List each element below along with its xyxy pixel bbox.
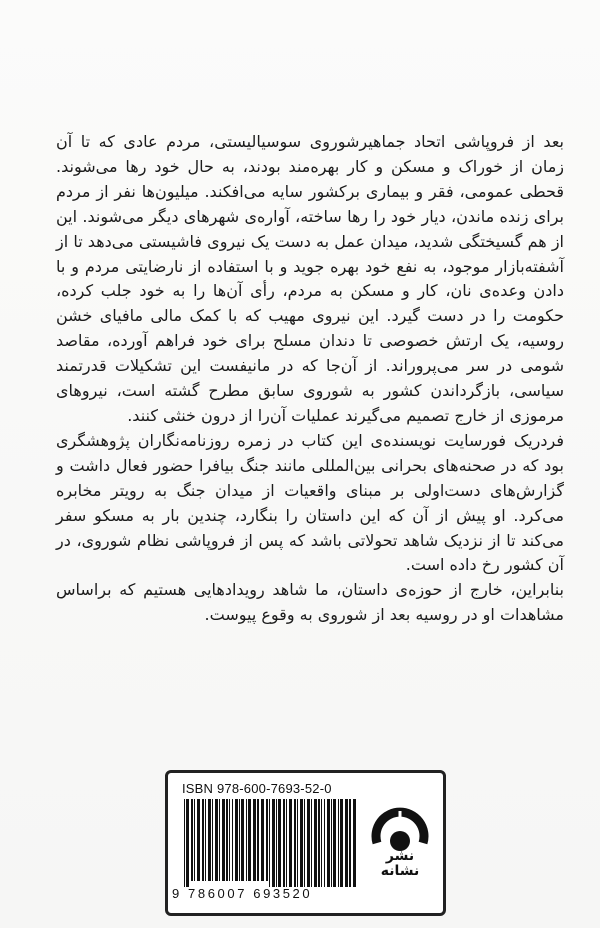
barcode-bar	[257, 799, 259, 881]
barcode-box	[165, 770, 446, 916]
blurb-paragraph-3: بنابراین، خارج از حوزه‌ی داستان، ما شاهد رویدادهایی هستیم که براساس مشاهدات او در روسیه بعد از شوروی به وقوع پیوست.	[56, 580, 564, 625]
barcode-bar	[239, 799, 240, 881]
blurb-paragraph-2: فردریک فورسایت نویسنده‌ی این کتاب در زمره روزنامه‌نگاران پژوهشگری بود که در صحنه‌های بحرانی بین‌المللی مانند جنگ بیافرا حضور فعال داشت و گزارش‌های دست‌اولی بر مبنای واقعیات از میدان جنگ به رویتر مخابره می‌کرد. او پیش از آن که این داستان را بنگارد، چندین بار به مسکو سفر می‌کند تا از نزدیک شاهد تحولاتی باشد که پس از فروپاشی نظام شوروی، در آن کشور رخ داده است.	[56, 430, 564, 575]
barcode-bar	[269, 799, 270, 887]
blurb-text	[56, 130, 564, 628]
barcode-bar	[327, 799, 330, 887]
barcode-bar	[226, 799, 228, 881]
barcode-bar	[232, 799, 233, 881]
barcode-bar	[278, 799, 281, 887]
barcode-bar	[321, 799, 322, 887]
barcode-bar	[300, 799, 303, 887]
barcode-bar	[241, 799, 244, 881]
publisher-name-line2: نشانه	[380, 863, 420, 879]
barcode-bar	[266, 799, 268, 881]
publisher-name-line1: نشر	[385, 848, 415, 864]
barcode-bar	[229, 799, 230, 881]
barcode-bar	[307, 799, 310, 887]
barcode-bar	[345, 799, 348, 887]
barcode-bar	[294, 799, 296, 887]
barcode-bar	[333, 799, 336, 887]
barcode-bar	[297, 799, 298, 887]
barcode-bar	[235, 799, 238, 881]
blurb-paragraph-1: بعد از فروپاشی اتحاد جماهیرشوروی سوسیالیستی، مردم عادی که تا آن زمان از خوراک و مسکن و کار بهره‌مند بودند، به حال خود رها می‌شوند. قحطی عمومی، فقر و بیماری برکشور سایه می‌افکند. میلیون‌ها نفر از مردم برای زنده ماندن، دیار خود را رها ساخته، آواره‌ی شهرهای دیگر می‌شوند. این از هم گسیختگی شدید، میدان عمل به دست یک نیروی فاشیستی می‌دهد تا از آشفته‌بازار موجود، به نفع خود بهره جوید و با استفاده از نارضایتی مردم و با دادن وعده‌ی نان، کار و مسکن به مردم، رأی آن‌ها را به خود جلب کرده، حکومت را در دست گیرد. این نیروی مهیب که با کمک مالی مافیای خشن روسیه، یک ارتش خصوصی تا دندان مسلح برای خود فراهم آورده، مقاصد شومی در سر می‌پروراند. از آن‌جا که در مانیفست این تشکیلات قدرتمند سیاسی، بازگرداندن کشور به شوروی سابق مطرح گشته است، نیروهای مرموزی از خارج تصمیم می‌گیرند عملیات آن‌را از درون خنثی کنند.	[56, 132, 564, 425]
barcode-bar	[324, 799, 325, 887]
barcode-bar	[212, 799, 213, 881]
barcode-bar	[184, 799, 185, 887]
barcode-bar	[191, 799, 193, 881]
barcode-bar	[202, 799, 204, 881]
barcode-bar	[205, 799, 206, 881]
barcode-bar	[289, 799, 292, 887]
barcode-bar	[331, 799, 332, 887]
barcode-bar	[311, 799, 312, 887]
barcode-bar	[276, 799, 277, 887]
isbn-label: ISBN 978-600-7693-52-0	[182, 781, 332, 796]
barcode-bar	[304, 799, 305, 887]
barcode-bar	[194, 799, 195, 881]
barcode-bar	[340, 799, 343, 887]
barcode-bar	[253, 799, 256, 881]
barcode-bar	[353, 799, 356, 887]
barcode-bar	[186, 799, 189, 887]
barcode-bar	[272, 799, 275, 887]
barcode-bar	[248, 799, 251, 881]
barcode-bar	[215, 799, 218, 881]
barcode-bar	[246, 799, 247, 881]
barcode-bar	[318, 799, 320, 887]
barcode-bar	[222, 799, 225, 881]
barcode-bar	[208, 799, 211, 881]
barcode-bar	[283, 799, 285, 887]
barcode-bar	[197, 799, 200, 881]
barcode-bar	[261, 799, 264, 881]
barcode-icon	[182, 799, 360, 887]
barcode-bar	[349, 799, 351, 887]
barcode-bar	[286, 799, 287, 887]
barcode-bar	[338, 799, 339, 887]
barcode-bar	[219, 799, 220, 881]
barcode-bar	[314, 799, 317, 887]
barcode-digits: 9 786007 693520	[172, 886, 313, 901]
publisher-name	[371, 849, 429, 879]
